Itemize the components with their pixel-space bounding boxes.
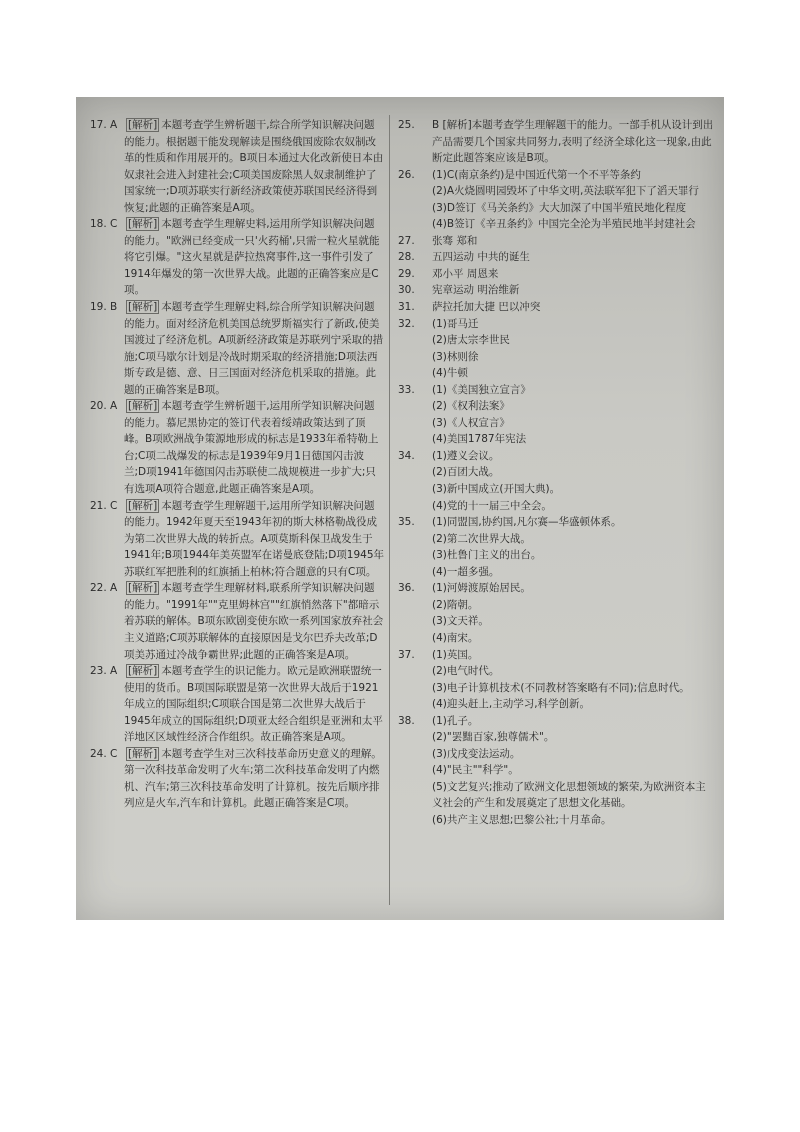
answer-text: (1)同盟国,协约国,凡尔赛—华盛顿体系。 <box>432 516 622 529</box>
explanation-text: 本题考查学生理解材料,联系所学知识解决问题的能力。"1991年""克里姆林宫""红旗悄然落下"都暗示着苏联的解体。B项东欧剧变使东欧一系列国家放弃社会主义道路;C项苏联解体的直接原因是戈尔巴乔夫改革;D项美苏通过冷战争霸世界;此题的正确答案是A项。 <box>124 582 384 661</box>
answer-line <box>398 266 714 283</box>
answer-line <box>398 167 714 184</box>
answer-line <box>398 415 714 432</box>
question-number <box>398 696 432 713</box>
answer-text: B [解析]本题考查学生理解题干的能力。一部手机从设计到出产品需要几个国家共同努力,表明了经济全球化这一现象,由此断定此题答案应该是B项。 <box>432 119 714 165</box>
answer-line <box>398 514 714 531</box>
answer-entry <box>90 299 385 398</box>
answer-line <box>398 200 714 217</box>
question-number <box>398 200 432 217</box>
answer-entry <box>90 580 385 663</box>
answer-line <box>398 365 714 382</box>
question-number: 17. A <box>90 119 118 131</box>
question-number <box>398 498 432 515</box>
answer-text: (2)隋朝。 <box>432 598 479 611</box>
answer-line <box>398 663 714 680</box>
answer-line <box>398 696 714 713</box>
answer-text: (4)南宋。 <box>432 631 479 644</box>
question-number <box>398 183 432 200</box>
answer-line <box>398 597 714 614</box>
answer-line <box>398 398 714 415</box>
question-number <box>398 564 432 581</box>
answer-line <box>398 216 714 233</box>
question-number: 24. C <box>90 747 118 760</box>
answer-text: (3)杜鲁门主义的出台。 <box>432 549 542 562</box>
answer-text: (3)《人权宣言》 <box>432 416 510 429</box>
answer-text: (1)遵义会议。 <box>432 449 500 462</box>
answer-line <box>398 762 714 779</box>
answer-explanation <box>124 663 385 746</box>
answer-text: (3)戊戌变法运动。 <box>432 747 521 760</box>
answer-text: (2)唐太宗李世民 <box>432 334 510 347</box>
answer-line <box>398 812 714 829</box>
question-number: 21. C <box>90 499 118 512</box>
answer-entry <box>90 216 385 299</box>
answer-line <box>398 531 714 548</box>
answer-line <box>398 613 714 630</box>
answer-text: (4)"民主""科学"。 <box>432 764 519 777</box>
question-number <box>398 746 432 763</box>
question-number <box>398 332 432 349</box>
answer-text: (4)美国1787年宪法 <box>432 433 527 446</box>
question-number <box>398 431 432 448</box>
answer-text: (4)B签订《辛丑条约》中国完全沦为半殖民地半封建社会 <box>432 218 696 231</box>
answer-line <box>398 564 714 581</box>
question-number: 23. A <box>90 665 118 678</box>
question-number <box>398 531 432 548</box>
question-number: 22. A <box>90 582 118 595</box>
explanation-text: 本题考查学生辨析题干,运用所学知识解决问题的能力。慕尼黑协定的签订代表着绥靖政策达到了顶峰。B项欧洲战争策源地形成的标志是1933年希特勒上台;C项二战爆发的标志是1939年9月1日德国闪击波兰;D项1941年德国闪击苏联使二战规模进一步扩大;只有选项A项符合题意,此题正确答案是A项。 <box>124 400 379 496</box>
answer-line <box>398 746 714 763</box>
question-number: 35. <box>398 516 415 529</box>
question-number: 29. <box>398 267 415 280</box>
explanation-text: 本题考查学生理解史料,运用所学知识解决问题的能力。"欧洲已经变成一只'火药桶',只需一粒火星就能将它引爆。"这火星就是萨拉热窝事件,这一事件引发了1914年爆发的第一次世界大战。此题的正确答案应是C项。 <box>124 218 380 297</box>
analysis-tag: [解析] <box>128 218 158 231</box>
answer-text: (2)第二次世界大战。 <box>432 532 531 545</box>
analysis-tag: [解析] <box>128 582 158 595</box>
answer-text: (1)河姆渡原始居民。 <box>432 582 531 595</box>
question-number <box>398 415 432 432</box>
analysis-tag: [解析] <box>128 747 158 760</box>
answer-text: (2)A火烧圆明园毁坏了中华文明,英法联军犯下了滔天罪行 <box>432 185 699 198</box>
answer-text: (3)D签订《马关条约》大大加深了中国半殖民地化程度 <box>432 201 686 214</box>
answer-line <box>398 481 714 498</box>
answer-line <box>398 316 714 333</box>
analysis-tag: [解析] <box>128 665 158 678</box>
answer-text: (4)党的十一届三中全会。 <box>432 499 552 512</box>
question-number <box>398 398 432 415</box>
answer-text: (1)英国。 <box>432 648 479 661</box>
question-number <box>398 216 432 233</box>
question-number: 19. B <box>90 301 118 314</box>
answer-text: (3)林则徐 <box>432 350 479 363</box>
answer-text: (1)C(南京条约)是中国近代第一个不平等条约 <box>432 168 641 181</box>
answer-text: 宪章运动 明治维新 <box>432 284 520 297</box>
column-divider <box>389 115 390 905</box>
answer-line <box>398 580 714 597</box>
answer-text: (3)新中国成立(开国大典)。 <box>432 483 561 496</box>
answer-text: 五四运动 中共的诞生 <box>432 251 530 264</box>
answer-text: (3)电子计算机技术(不同教材答案略有不同);信息时代。 <box>432 681 690 694</box>
answer-text: (3)文天祥。 <box>432 615 489 628</box>
answer-entry <box>90 498 385 581</box>
question-number: 26. <box>398 168 415 181</box>
question-number <box>398 680 432 697</box>
answer-entry <box>90 398 385 497</box>
analysis-tag: [解析] <box>128 301 158 314</box>
question-number <box>398 729 432 746</box>
question-number: 30. <box>398 284 415 297</box>
question-number: 18. C <box>90 218 118 231</box>
analysis-tag: [解析] <box>128 400 158 413</box>
answer-entry <box>90 663 385 746</box>
answer-line <box>398 249 714 266</box>
question-number <box>398 613 432 630</box>
answer-explanation <box>124 299 385 398</box>
question-number <box>398 812 432 829</box>
explanation-text: 本题考查学生理解史料,综合所学知识解决问题的能力。面对经济危机美国总统罗斯福实行了新政,使美国渡过了经济危机。A项新经济政策是苏联列宁采取的措施;C项马歇尔计划是冷战时期采取的经济措施;D项法西斯专政是德、意、日三国面对经济危机采取的措施。此题的正确答案是B项。 <box>124 301 384 396</box>
explanation-text: 本题考查学生对三次科技革命历史意义的理解。第一次科技革命发明了火车;第二次科技革命发明了内燃机、汽车;第三次科技革命发明了计算机。按先后顺序排列应是火车,汽车和计算机。此题正确答案是C项。 <box>124 747 382 810</box>
answer-entry <box>90 117 385 216</box>
question-number <box>398 349 432 366</box>
question-number: 25. <box>398 119 415 131</box>
answer-line <box>398 448 714 465</box>
answer-text: 萨拉托加大捷 巴以冲突 <box>432 301 541 314</box>
answer-line <box>398 117 714 167</box>
answer-text: 邓小平 周恩来 <box>432 267 499 280</box>
question-number <box>398 630 432 647</box>
answer-line <box>398 547 714 564</box>
answer-text: (4)迎头赶上,主动学习,科学创新。 <box>432 698 591 711</box>
answer-text: (5)文艺复兴;推动了欧洲文化思想领域的繁荣,为欧洲资本主义社会的产生和发展奠定了思想文化基础。 <box>432 780 706 810</box>
answer-line <box>398 299 714 316</box>
answer-text: (4)一超多强。 <box>432 565 500 578</box>
answer-line <box>398 349 714 366</box>
question-number: 33. <box>398 383 415 396</box>
question-number <box>398 663 432 680</box>
question-number: 38. <box>398 714 415 727</box>
answer-text: (1)《美国独立宣言》 <box>432 383 531 396</box>
left-column <box>90 117 385 812</box>
answer-line <box>398 680 714 697</box>
answer-line <box>398 183 714 200</box>
explanation-text: 本题考查学生辨析题干,综合所学知识解决问题的能力。根据题干能发现解读是围绕俄国废除农奴制改革的性质和作用展开的。B项日本通过大化改新使日本由奴隶社会进入封建社会;C项美国废除黑人奴隶制维护了国家统一;D项苏联实行新经济政策使苏联国民经济得到恢复;此题的正确答案是A项。 <box>124 119 384 214</box>
answer-line <box>398 630 714 647</box>
answer-line <box>398 647 714 664</box>
answer-text: (1)孔子。 <box>432 714 479 727</box>
answer-explanation <box>124 216 385 299</box>
answer-explanation <box>124 117 385 216</box>
question-number: 37. <box>398 648 415 661</box>
answer-line <box>398 332 714 349</box>
question-number: 34. <box>398 449 415 462</box>
explanation-text: 本题考查学生的识记能力。欧元是欧洲联盟统一使用的货币。B项国际联盟是第一次世界大战后于1921年成立的国际组织;C项联合国是第二次世界大战后于1945年成立的国际组织;D项亚太经合组织是亚洲和太平洋地区区域性经济合作组织。故正确答案是A项。 <box>124 665 383 744</box>
answer-entry <box>90 746 385 812</box>
question-number: 31. <box>398 301 415 314</box>
answer-line <box>398 779 714 812</box>
answer-line <box>398 498 714 515</box>
answer-text: 张骞 郑和 <box>432 234 478 247</box>
answer-explanation <box>124 398 385 497</box>
question-number: 27. <box>398 234 415 247</box>
answer-line <box>398 233 714 250</box>
answer-line <box>398 464 714 481</box>
answer-text: (2)电气时代。 <box>432 665 500 678</box>
question-number: 36. <box>398 582 415 595</box>
answer-line <box>398 282 714 299</box>
answer-text: (2)《权利法案》 <box>432 400 510 413</box>
question-number <box>398 762 432 779</box>
question-number <box>398 779 432 812</box>
scanned-answer-page <box>76 97 724 920</box>
answer-explanation <box>124 580 385 663</box>
question-number: 28. <box>398 251 415 264</box>
question-number <box>398 547 432 564</box>
answer-text: (1)哥马迁 <box>432 317 479 330</box>
answer-line <box>398 431 714 448</box>
question-number <box>398 481 432 498</box>
right-column <box>398 117 714 829</box>
question-number <box>398 597 432 614</box>
question-number: 32. <box>398 317 415 330</box>
explanation-text: 本题考查学生理解题干,运用所学知识解决问题的能力。1942年夏天至1943年初的斯大林格勒战役成为第二次世界大战的转折点。A项莫斯科保卫战发生于1941年;B项1944年美英盟军在诺曼底登陆;D项1945年苏联红军把胜利的红旗插上柏林;符合题意的只有C项。 <box>124 499 385 578</box>
answer-line <box>398 713 714 730</box>
analysis-tag: [解析] <box>128 119 158 131</box>
answer-explanation <box>124 498 385 581</box>
answer-text: (4)牛顿 <box>432 367 468 380</box>
analysis-tag: [解析] <box>128 499 158 512</box>
answer-explanation <box>124 746 385 812</box>
question-number <box>398 365 432 382</box>
question-number: 20. A <box>90 400 118 413</box>
answer-text: (2)"罢黜百家,独尊儒术"。 <box>432 731 555 744</box>
question-number <box>398 464 432 481</box>
answer-text: (6)共产主义思想;巴黎公社;十月革命。 <box>432 813 612 826</box>
answer-line <box>398 729 714 746</box>
answer-text: (2)百团大战。 <box>432 466 500 479</box>
answer-line <box>398 382 714 399</box>
